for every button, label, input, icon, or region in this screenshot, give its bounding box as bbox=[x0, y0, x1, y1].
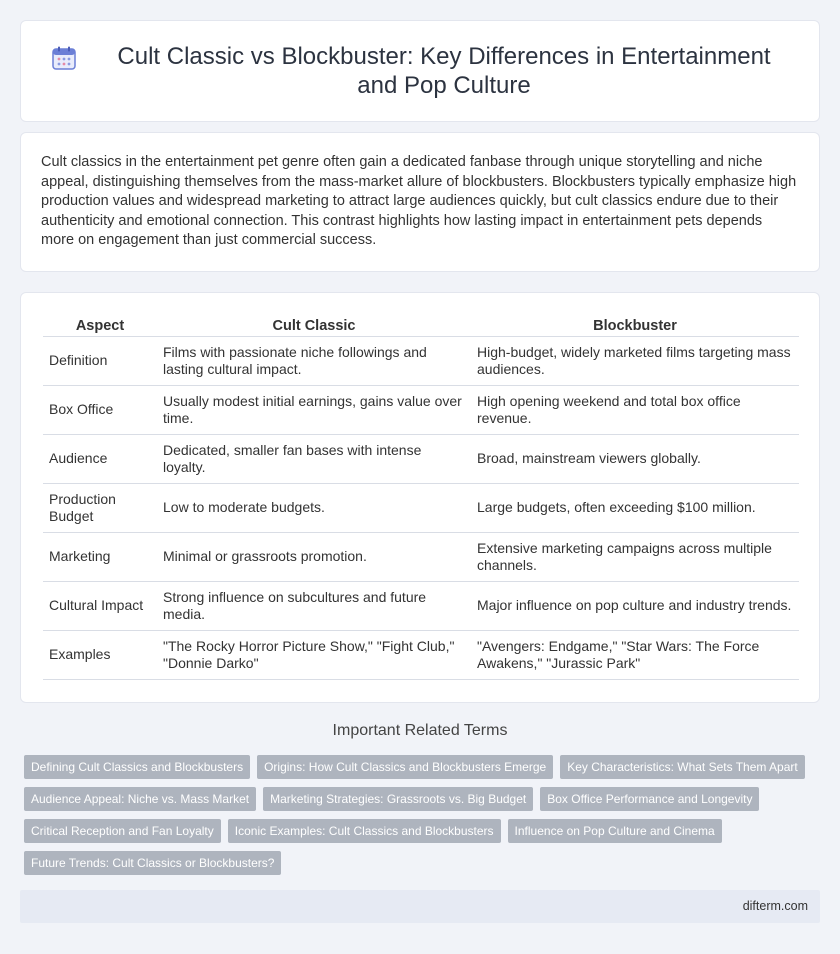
row-blockbuster: Broad, mainstream viewers globally. bbox=[471, 435, 799, 484]
intro-card bbox=[20, 132, 820, 272]
page-title: Cult Classic vs Blockbuster: Key Differences in Entertainment and Pop Culture bbox=[117, 43, 771, 99]
header-card bbox=[20, 20, 820, 122]
row-cult-classic: Low to moderate budgets. bbox=[157, 484, 471, 533]
row-cult-classic: Dedicated, smaller fan bases with intense loyalty. bbox=[157, 435, 471, 484]
table-row bbox=[43, 582, 799, 631]
row-cult-classic: Films with passionate niche followings and lasting cultural impact. bbox=[157, 337, 471, 386]
related-term-tag[interactable]: Critical Reception and Fan Loyalty bbox=[24, 819, 221, 843]
row-blockbuster: Large budgets, often exceeding $100 million. bbox=[471, 484, 799, 533]
related-term-tag[interactable]: Iconic Examples: Cult Classics and Blockbusters bbox=[228, 819, 501, 843]
footer bbox=[20, 890, 820, 923]
related-term-tag[interactable]: Key Characteristics: What Sets Them Apart bbox=[560, 755, 805, 779]
comparison-table bbox=[43, 313, 799, 680]
table-row bbox=[43, 435, 799, 484]
row-aspect: Audience bbox=[43, 435, 157, 484]
row-aspect: Examples bbox=[43, 631, 157, 680]
related-term-tag[interactable]: Origins: How Cult Classics and Blockbusters Emerge bbox=[257, 755, 553, 779]
row-aspect: Marketing bbox=[43, 533, 157, 582]
footer-site-link[interactable]: difterm.com bbox=[742, 899, 808, 913]
row-cult-classic: Minimal or grassroots promotion. bbox=[157, 533, 471, 582]
column-header-blockbuster: Blockbuster bbox=[471, 313, 799, 337]
row-aspect: Definition bbox=[43, 337, 157, 386]
header bbox=[21, 21, 819, 121]
table-row bbox=[43, 386, 799, 435]
table-row bbox=[43, 337, 799, 386]
related-terms-list bbox=[24, 755, 824, 883]
related-term-tag[interactable]: Box Office Performance and Longevity bbox=[540, 787, 759, 811]
column-header-cult-classic: Cult Classic bbox=[157, 313, 471, 337]
row-blockbuster: Extensive marketing campaigns across multiple channels. bbox=[471, 533, 799, 582]
row-blockbuster: High opening weekend and total box office revenue. bbox=[471, 386, 799, 435]
column-header-aspect: Aspect bbox=[43, 313, 157, 337]
row-aspect: Production Budget bbox=[43, 484, 157, 533]
row-cult-classic: Strong influence on subcultures and future media. bbox=[157, 582, 471, 631]
table-row bbox=[43, 533, 799, 582]
row-aspect: Box Office bbox=[43, 386, 157, 435]
table-row bbox=[43, 484, 799, 533]
related-term-tag[interactable]: Influence on Pop Culture and Cinema bbox=[508, 819, 722, 843]
related-term-tag[interactable]: Audience Appeal: Niche vs. Mass Market bbox=[24, 787, 256, 811]
calendar-icon bbox=[51, 45, 77, 71]
related-term-tag[interactable]: Future Trends: Cult Classics or Blockbusters? bbox=[24, 851, 281, 875]
row-aspect: Cultural Impact bbox=[43, 582, 157, 631]
related-term-tag[interactable]: Defining Cult Classics and Blockbusters bbox=[24, 755, 250, 779]
row-cult-classic: "The Rocky Horror Picture Show," "Fight Club," "Donnie Darko" bbox=[157, 631, 471, 680]
intro-paragraph: Cult classics in the entertainment pet genre often gain a dedicated fanbase through unique storytelling and niche appeal, distinguishing themselves from the mass-market allure of blockbusters. Blockbusters typically emphasize high production values and widespread marketing to attract large audiences quickly, but cult classics endure due to their authenticity and emotional connection. This contrast highlights how lasting impact in entertainment pets depends more on engagement than just commercial success. bbox=[41, 154, 797, 249]
table-row bbox=[43, 631, 799, 680]
related-terms-title: Important Related Terms bbox=[332, 722, 508, 739]
row-blockbuster: High-budget, widely marketed films targeting mass audiences. bbox=[471, 337, 799, 386]
row-cult-classic: Usually modest initial earnings, gains value over time. bbox=[157, 386, 471, 435]
row-blockbuster: Major influence on pop culture and industry trends. bbox=[471, 582, 799, 631]
related-term-tag[interactable]: Marketing Strategies: Grassroots vs. Big Budget bbox=[263, 787, 533, 811]
comparison-card bbox=[20, 292, 820, 703]
table-header-row bbox=[43, 313, 799, 337]
row-blockbuster: "Avengers: Endgame," "Star Wars: The Force Awakens," "Jurassic Park" bbox=[471, 631, 799, 680]
